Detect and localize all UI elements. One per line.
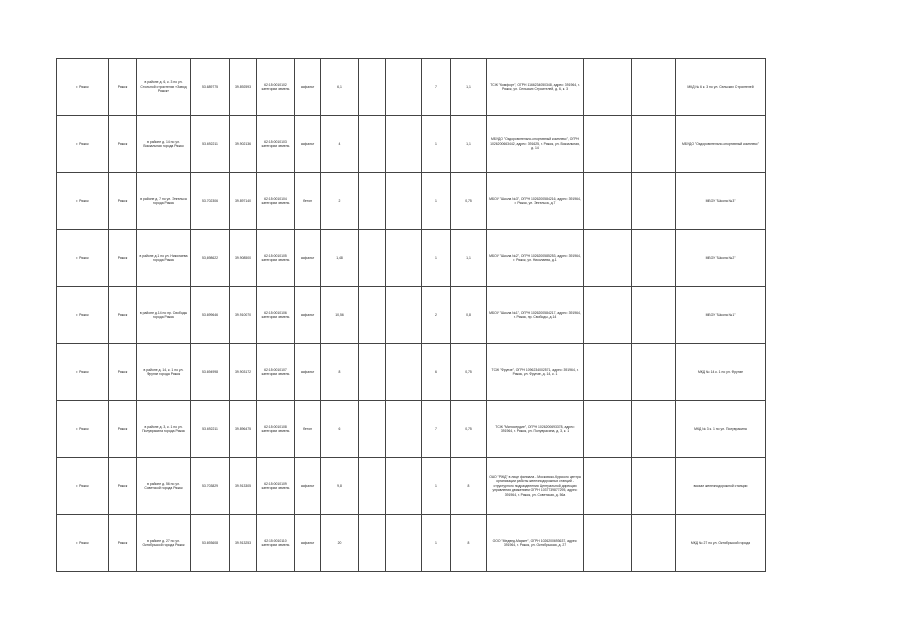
cell-latitude: 53.699646 [191, 287, 230, 344]
cell-blank [632, 458, 676, 515]
cell-locality: г. Ряжск [57, 230, 109, 287]
cell-district: Ряжск [109, 230, 137, 287]
table-row [57, 116, 766, 173]
cell-container-volume: 0,75 [451, 344, 487, 401]
cell-district: Ряжск [109, 173, 137, 230]
cell-address: в районе д.14 по пр. Свободы города Ряжск [137, 287, 191, 344]
cell-blank [386, 116, 422, 173]
cell-longitude: 39.913253 [230, 515, 257, 572]
cell-locality: г. Ряжск [57, 344, 109, 401]
cell-owner: МБОУ "Школа №3", ОГРН 1026200584216, адрес: 391964, г. Ряжск, ул. Энгельса, д.7 [487, 173, 584, 230]
cell-blank [386, 401, 422, 458]
cell-blank [584, 344, 632, 401]
cell-locality: г. Ряжск [57, 458, 109, 515]
cell-area: 9,8 [321, 458, 359, 515]
cell-blank [359, 173, 386, 230]
cell-district: Ряжск [109, 515, 137, 572]
cell-address: в районе д. 27 по ул. Октябрьской города Ряжск [137, 515, 191, 572]
cell-land-category: 62:15:0010107 категории земель [257, 344, 295, 401]
table-row [57, 458, 766, 515]
cell-container-count: 7 [422, 401, 451, 458]
cell-surface: асфальт [295, 59, 321, 116]
cell-area: 2 [321, 173, 359, 230]
table-row [57, 173, 766, 230]
cell-blank [632, 401, 676, 458]
cell-surface: асфальт [295, 515, 321, 572]
cell-blank [632, 173, 676, 230]
cell-address: в районе д. 6, к. 3 по ул. Стольной строителях «Завод Ряжск» [137, 59, 191, 116]
table-row [57, 287, 766, 344]
cell-latitude: 53.694998 [191, 344, 230, 401]
cell-surface: бетон [295, 173, 321, 230]
cell-district: Ряжск [109, 59, 137, 116]
cell-locality: г. Ряжск [57, 515, 109, 572]
cell-blank [359, 230, 386, 287]
cell-address: в районе д. 14 по ул. Вокзальная города Ряжск [137, 116, 191, 173]
cell-area: 8 [321, 344, 359, 401]
cell-locality: г. Ряжск [57, 116, 109, 173]
cell-owner: ТСЖ "Милосердие", ОГРН 1026200693378, адрес: 391964, г. Ряжск, ул. Полуврасина, д. 3, к. 1 [487, 401, 584, 458]
cell-owner: ООО "Медвед-Маркет", ОГРН 1026200693637, адрес: 391964, г. Ряжск, ул. Октябрьская, д. 27 [487, 515, 584, 572]
cell-container-count: 6 [422, 344, 451, 401]
table-row [57, 59, 766, 116]
cell-blank [584, 230, 632, 287]
cell-latitude: 53.692211 [191, 116, 230, 173]
cell-area: 1,48 [321, 230, 359, 287]
cell-container-volume: 8 [451, 515, 487, 572]
cell-container-count: 1 [422, 173, 451, 230]
cell-container-count: 7 [422, 59, 451, 116]
cell-container-volume: 0,75 [451, 173, 487, 230]
table-row [57, 515, 766, 572]
cell-district: Ряжск [109, 116, 137, 173]
cell-district: Ряжск [109, 344, 137, 401]
cell-latitude: 53.702306 [191, 173, 230, 230]
cell-land-category: 62:15:0010106 категории земель [257, 287, 295, 344]
cell-container-volume: 0,75 [451, 401, 487, 458]
cell-blank [584, 116, 632, 173]
cell-blank [359, 458, 386, 515]
cell-container-volume: 1,1 [451, 59, 487, 116]
cell-surface: асфальт [295, 287, 321, 344]
cell-blank [584, 458, 632, 515]
cell-land-category: 62:15:0010110 категории земель [257, 515, 295, 572]
cell-owner: ОАО "РЖД" в лице филиала - Московско-Курского центра организации работы железнодорожных станций - структурного подразделения Центральной дирекции управления движением ОГРН 1037739877295, адрес: 391964, г. Ряжск, ул. Советская, д. 56а [487, 458, 584, 515]
cell-address: в районе д. 7 по ул. Энгельса города Ряжск [137, 173, 191, 230]
cell-blank [584, 59, 632, 116]
cell-locality: г. Ряжск [57, 287, 109, 344]
cell-area: 4 [321, 116, 359, 173]
cell-blank [632, 287, 676, 344]
cell-district: Ряжск [109, 458, 137, 515]
cell-area: 20 [321, 515, 359, 572]
cell-container-count: 1 [422, 116, 451, 173]
cell-owner: МБУДО "Оздоровительно-спортивный комплекс", ОГРН 1026200663442, адрес: 391625, г. Ряжск, ул. Вокзальная, д. 14 [487, 116, 584, 173]
cell-longitude: 39.908500 [230, 230, 257, 287]
cell-blank [584, 515, 632, 572]
cell-land-category: 62:15:0010104 категории земель [257, 173, 295, 230]
cell-blank [359, 401, 386, 458]
cell-longitude: 39.910070 [230, 287, 257, 344]
cell-surface: асфальт [295, 458, 321, 515]
cell-blank [359, 344, 386, 401]
cell-blank [359, 287, 386, 344]
cell-longitude: 39.892593 [230, 59, 257, 116]
cell-longitude: 39.897140 [230, 173, 257, 230]
cell-blank [359, 59, 386, 116]
cell-latitude: 53,698622 [191, 230, 230, 287]
cell-owner: МБОУ "Школа №2", ОГРН 1026200585253, адрес: 391964, г. Ряжск, ул. Николаева, д.1 [487, 230, 584, 287]
cell-land-category: 62:15:0010102 категории земель [257, 59, 295, 116]
cell-blank [632, 59, 676, 116]
cell-blank [386, 458, 422, 515]
cell-surface: бетон [295, 401, 321, 458]
cell-waste-source: МКД № 3 к. 1 по ул. Полуврасина [676, 401, 766, 458]
cell-latitude: 53.703829 [191, 458, 230, 515]
cell-latitude: 53.692211 [191, 401, 230, 458]
cell-locality: г. Ряжск [57, 401, 109, 458]
cell-waste-source: МБОУ "Школа №2" [676, 230, 766, 287]
cell-blank [359, 515, 386, 572]
cell-address: в районе д. 56 по ул. Советской города Ряжск [137, 458, 191, 515]
cell-district: Ряжск [109, 401, 137, 458]
cell-container-count: 1 [422, 230, 451, 287]
cell-blank [584, 173, 632, 230]
cell-latitude: 53.693608 [191, 515, 230, 572]
cell-blank [632, 515, 676, 572]
cell-owner: ТСЖ "Комфорт", ОГРН 1166234050348, адрес: 391964, г. Ряжск, ул. Сельских Строителей, д. 6, к. 3 [487, 59, 584, 116]
cell-waste-source: вокзал железнодорожной станции [676, 458, 766, 515]
cell-area: 6 [321, 401, 359, 458]
cell-waste-source: МБУДО "Оздоровительно-спортивный комплекс" [676, 116, 766, 173]
cell-container-count: 2 [422, 287, 451, 344]
cell-waste-source: МБОУ "Школа №3" [676, 173, 766, 230]
cell-land-category: 62:15:0010103 категории земель [257, 116, 295, 173]
cell-land-category: 62:15:0010108 категории земель [257, 401, 295, 458]
cell-blank [386, 173, 422, 230]
cell-land-category: 62:15:0010105 категории земель [257, 230, 295, 287]
cell-surface: асфальт [295, 116, 321, 173]
cell-locality: г. Ряжск [57, 173, 109, 230]
cell-waste-source: МБОУ "Школа №1" [676, 287, 766, 344]
cell-blank [386, 344, 422, 401]
cell-district: Ряжск [109, 287, 137, 344]
cell-longitude: 39.903172 [230, 344, 257, 401]
cell-surface: асфальт [295, 230, 321, 287]
cell-blank [632, 116, 676, 173]
cell-land-category: 62:15:0010109 категории земель [257, 458, 295, 515]
cell-longitude: 39.896475 [230, 401, 257, 458]
cell-blank [632, 344, 676, 401]
cell-blank [386, 515, 422, 572]
cell-locality: г. Ряжск [57, 59, 109, 116]
cell-container-volume: 0,8 [451, 287, 487, 344]
cell-area: 6,1 [321, 59, 359, 116]
table-row [57, 230, 766, 287]
cell-blank [584, 287, 632, 344]
cell-container-count: 1 [422, 458, 451, 515]
cell-blank [359, 116, 386, 173]
cell-container-volume: 1,1 [451, 116, 487, 173]
registry-sheet [56, 58, 765, 568]
cell-blank [584, 401, 632, 458]
cell-longitude: 39.913305 [230, 458, 257, 515]
cell-latitude: 53.689775 [191, 59, 230, 116]
cell-area: 10,56 [321, 287, 359, 344]
cell-owner: МБОУ "Школа №1", ОГРН 1026200584217, адрес: 391964, г. Ряжск, пр. Свободы, д.14 [487, 287, 584, 344]
cell-waste-source: МКД № 27 по ул. Октябрьской города [676, 515, 766, 572]
cell-blank [632, 230, 676, 287]
cell-container-volume: 8 [451, 458, 487, 515]
cell-address: в районе д. 14, к. 1 по ул. Фрунзе города Ряжск [137, 344, 191, 401]
cell-surface: асфальт [295, 344, 321, 401]
table-row [57, 344, 766, 401]
cell-address: в районе д. 3, к. 1 по ул. Полуврасина города Ряжск [137, 401, 191, 458]
cell-blank [386, 287, 422, 344]
cell-longitude: 39.902136 [230, 116, 257, 173]
cell-owner: ТСЖ "Фрунзе", ОГРН 1096234002571, адрес: 391964, г. Ряжск, ул. Фрунзе, д. 14, к. 1 [487, 344, 584, 401]
cell-blank [386, 59, 422, 116]
waste-site-registry-table [56, 58, 766, 572]
cell-blank [386, 230, 422, 287]
cell-container-volume: 1,1 [451, 230, 487, 287]
cell-waste-source: МКД № 14 к. 1 по ул. Фрунзе [676, 344, 766, 401]
cell-address: в районе д.1 по ул. Николаева города Ряжск [137, 230, 191, 287]
table-row [57, 401, 766, 458]
cell-container-count: 1 [422, 515, 451, 572]
cell-waste-source: МКД № 6 к. 3 по ул. Сельских Строителей [676, 59, 766, 116]
